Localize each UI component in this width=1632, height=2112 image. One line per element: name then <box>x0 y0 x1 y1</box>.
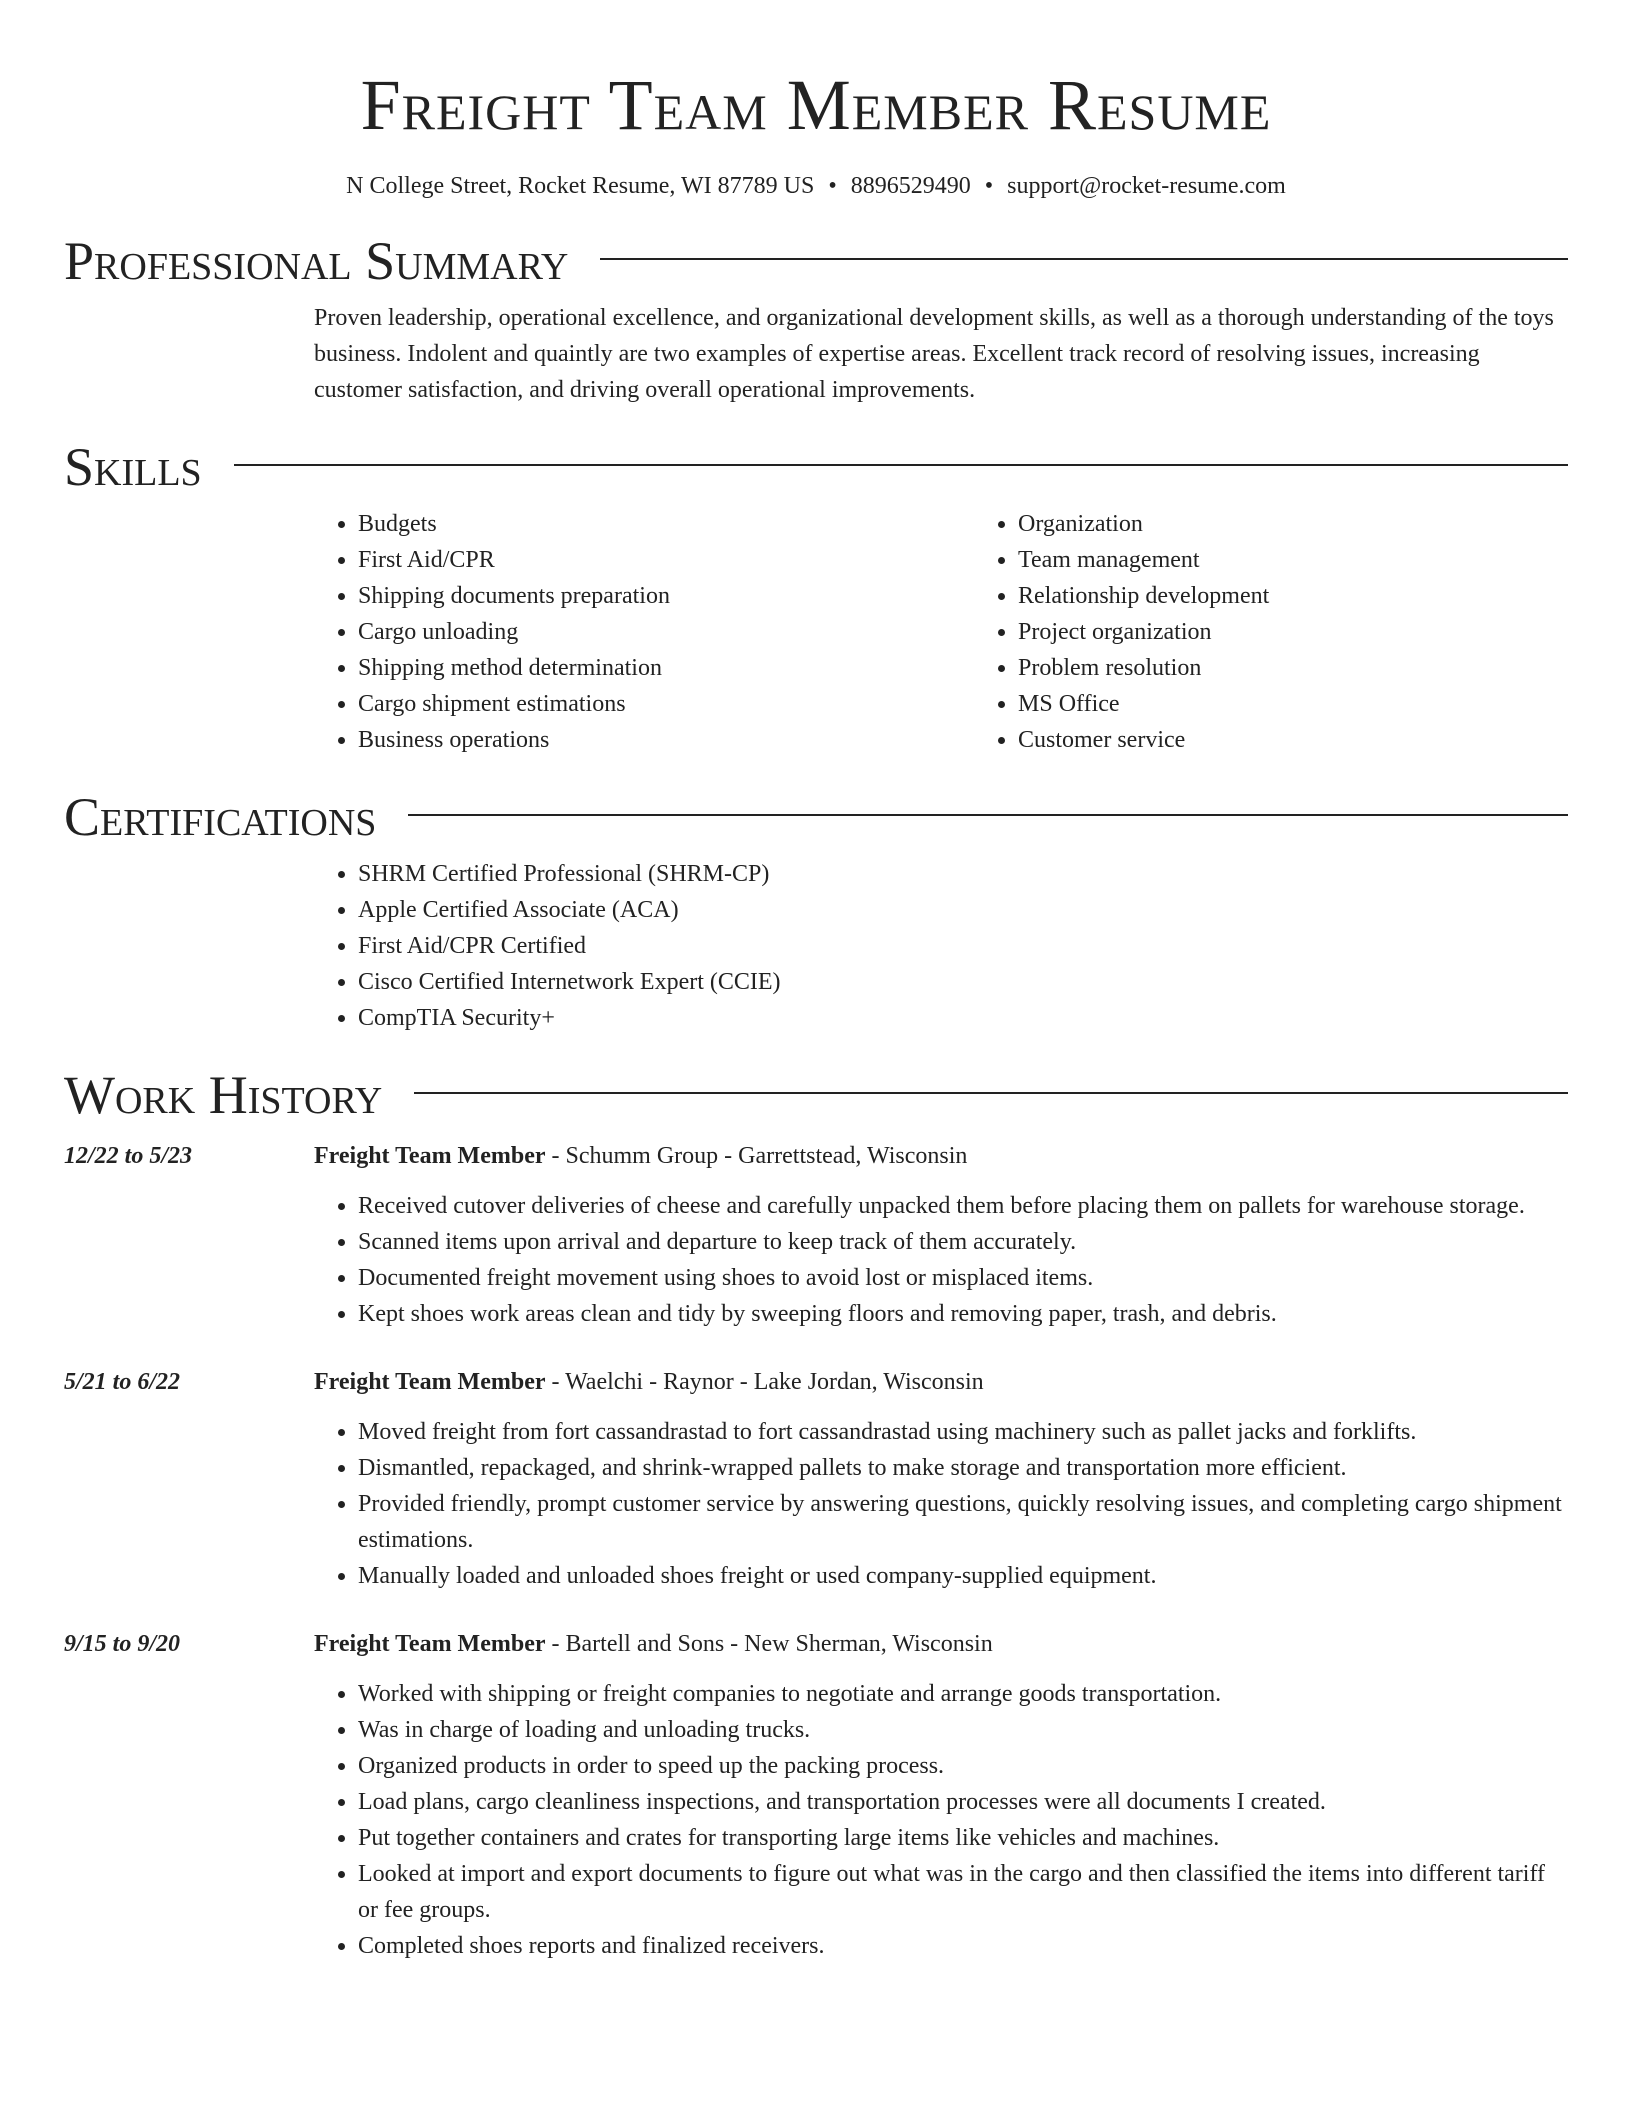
job-bullet: • Looked at import and export documents to figure out what was in the cargo and then classified the items into different tariff or fee groups. <box>358 1856 1568 1928</box>
job-main <box>314 1364 1568 1594</box>
job-bullet: • Scanned items upon arrival and departure to keep track of them accurately. <box>358 1224 1568 1260</box>
job-bullet: • Worked with shipping or freight companies to negotiate and arrange goods transportation. <box>358 1676 1568 1712</box>
job-bullet: • Documented freight movement using shoes to avoid lost or misplaced items. <box>358 1260 1568 1296</box>
job-bullet: • Moved freight from fort cassandrastad to fort cassandrastad using machinery such as pallet jacks and forklifts. <box>358 1414 1568 1450</box>
job-bullet: • Put together containers and crates for transporting large items like vehicles and machines. <box>358 1820 1568 1856</box>
job-entry <box>64 1364 1568 1594</box>
job-bullet: • Kept shoes work areas clean and tidy by sweeping floors and removing paper, trash, and debris. <box>358 1296 1568 1332</box>
summary-header <box>64 230 1568 292</box>
job-details: - Waelchi - Raynor - Lake Jordan, Wisconsin <box>545 1369 984 1395</box>
skill-item: • MS Office <box>1018 686 1632 722</box>
job-bullet: • Was in charge of loading and unloading trucks. <box>358 1712 1568 1748</box>
contact-separator: • <box>984 173 994 199</box>
job-details: - Schumm Group - Garrettstead, Wisconsin <box>545 1143 968 1169</box>
resume-title: Freight Team Member Resume <box>360 65 1272 145</box>
skills-list-right <box>974 506 1632 758</box>
certifications-section <box>64 786 1568 1036</box>
job-bullets <box>314 1676 1568 1964</box>
skill-item: • Organization <box>1018 506 1632 542</box>
job-entry <box>64 1138 1568 1332</box>
summary-section <box>64 230 1568 408</box>
summary-heading: Professional Summary <box>64 231 569 291</box>
skill-item: • Customer service <box>1018 722 1632 758</box>
certification-item: • SHRM Certified Professional (SHRM-CP) <box>358 856 1568 892</box>
job-dates: 9/15 to 9/20 <box>64 1631 181 1657</box>
job-dates: 5/21 to 6/22 <box>64 1369 181 1395</box>
job-title-line <box>314 1138 1568 1174</box>
job-main <box>314 1626 1568 1964</box>
skill-item: • Shipping documents preparation <box>358 578 974 614</box>
skills-heading: Skills <box>64 437 202 497</box>
certifications-heading: Certifications <box>64 787 377 847</box>
work-history-header <box>64 1064 1568 1126</box>
job-bullet: • Received cutover deliveries of cheese and carefully unpacked them before placing them on pallets for warehouse storage. <box>358 1188 1568 1224</box>
job-bullet: • Load plans, cargo cleanliness inspections, and transportation processes were all documents I created. <box>358 1784 1568 1820</box>
summary-body <box>314 300 1568 408</box>
skill-item: • Shipping method determination <box>358 650 974 686</box>
job-dates: 12/22 to 5/23 <box>64 1143 193 1169</box>
skill-item: • Problem resolution <box>1018 650 1632 686</box>
skill-item: • Cargo unloading <box>358 614 974 650</box>
job-bullets <box>314 1188 1568 1332</box>
skill-item: • Relationship development <box>1018 578 1632 614</box>
job-role: Freight Team Member <box>314 1369 546 1395</box>
skill-item: • Project organization <box>1018 614 1632 650</box>
skills-list-left <box>314 506 974 758</box>
section-divider <box>408 814 1568 816</box>
certifications-header <box>64 786 1568 848</box>
certification-item: • CompTIA Security+ <box>358 1000 1568 1036</box>
section-divider <box>414 1092 1568 1094</box>
skills-section <box>64 436 1568 758</box>
job-bullet: • Completed shoes reports and finalized receivers. <box>358 1928 1568 1964</box>
job-details: - Bartell and Sons - New Sherman, Wisconsin <box>545 1631 993 1657</box>
summary-text: Proven leadership, operational excellence, and organizational development skills, as well as a thorough understanding of the toys business. Indolent and quaintly are two examples of expertise areas. Excellent track record of resolving issues, increasing customer satisfaction, and driving overall operational improvements. <box>314 305 1554 403</box>
section-divider <box>600 258 1568 260</box>
skill-item: • Cargo shipment estimations <box>358 686 974 722</box>
section-divider <box>234 464 1568 466</box>
job-bullet: • Manually loaded and unloaded shoes freight or used company-supplied equipment. <box>358 1558 1568 1594</box>
certification-item: • Apple Certified Associate (ACA) <box>358 892 1568 928</box>
job-main <box>314 1138 1568 1332</box>
job-bullet: • Dismantled, repackaged, and shrink-wrapped pallets to make storage and transportation more efficient. <box>358 1450 1568 1486</box>
work-history-heading: Work History <box>64 1065 383 1125</box>
certifications-body <box>314 856 1568 1036</box>
skill-item: • Budgets <box>358 506 974 542</box>
job-bullet: • Organized products in order to speed up the packing process. <box>358 1748 1568 1784</box>
job-role: Freight Team Member <box>314 1143 546 1169</box>
contact-separator: • <box>828 173 837 199</box>
skill-item: • First Aid/CPR <box>358 542 974 578</box>
work-history-section <box>64 1064 1568 1964</box>
job-bullets <box>314 1414 1568 1594</box>
contact-email: support@rocket-resume.com <box>1007 173 1286 199</box>
contact-phone: 8896529490 <box>850 173 971 199</box>
certifications-list <box>314 856 1568 1036</box>
job-entry <box>64 1626 1568 1964</box>
job-title-line <box>314 1626 1568 1662</box>
skills-header <box>64 436 1568 498</box>
job-bullet: • Provided friendly, prompt customer service by answering questions, quickly resolving issues, and completing cargo shipment estimations. <box>358 1486 1568 1558</box>
certification-item: • First Aid/CPR Certified <box>358 928 1568 964</box>
job-role: Freight Team Member <box>314 1631 546 1657</box>
contact-address: N College Street, Rocket Resume, WI 87789 US <box>346 173 815 199</box>
skill-item: • Business operations <box>358 722 974 758</box>
contact-line <box>64 170 1568 202</box>
skill-item: • Team management <box>1018 542 1632 578</box>
job-title-line <box>314 1364 1568 1400</box>
skills-grid <box>314 506 1568 758</box>
certification-item: • Cisco Certified Internetwork Expert (CCIE) <box>358 964 1568 1000</box>
